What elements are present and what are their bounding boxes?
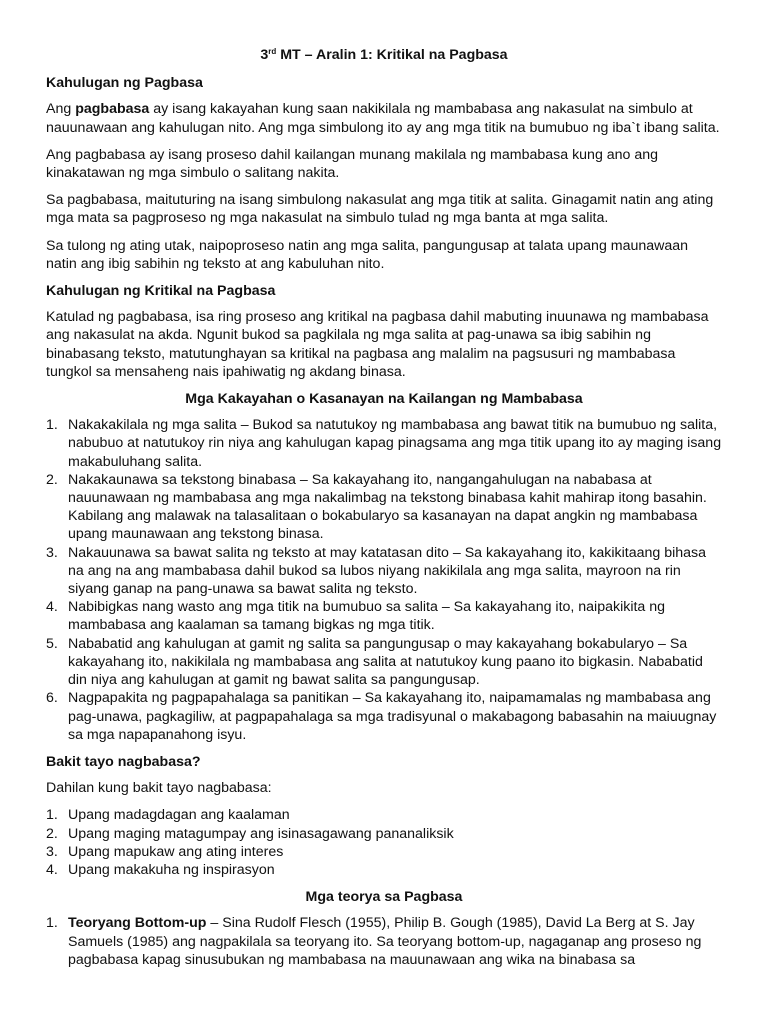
title-number: 3 [260,47,269,63]
heading-kahulugan-ng-pagbasa: Kahulugan ng Pagbasa [46,75,203,92]
list-number: 2. [46,825,58,842]
list-text: Nakakakilala ng mga salita – Bukod sa natutukoy ng mambabasa ang bawat titik na bumubuo ng salita, nabubuo at natutukoy rin niya ang kahulugan kapag pinagsama ang mga titik upang ito ay maging isang makabuluhang salita. [68,417,722,470]
reasons-list [46,806,722,879]
list-item [46,598,722,634]
list-text: Upang mapukaw ang ating interes [68,843,284,860]
list-text: Nakauunawa sa bawat salita ng teksto at may katatasan dito – Sa kakayahang ito, kakikitaang bihasa na ang na ang mambabasa dahil bukod sa lubos niyang nakikilala ang mga salita, mayroon na rin siyang ganap na pang-unawa sa bawat salita ng teksto. [68,544,707,598]
list-number: 2. [46,471,58,488]
list-item [46,544,722,599]
paragraph-rest: ay isang kakayahan kung saan nakikilala ng mambabasa ang nakasulat na simbulo at nauunawaan ang kahulugan nito. Ang mga simbulong ito ay ang mga titik na bumubuo ng iba`t ibang salita. [46,101,720,136]
list-text: Nagpapakita ng pagpapahalaga sa panitikan – Sa kakayahang ito, naipamamalas ng mambabasa ang pag-unawa, pagkagiliw, at pagpapahalaga sa mga tradisyunal o makabagong babasahin na maiuugnay sa mga napapanahong isyu. [68,690,717,743]
heading-kritikal-na-pagbasa: Kahulugan ng Kritikal na Pagbasa [46,283,276,300]
title-superscript: rd [268,47,277,56]
list-item [46,635,722,690]
paragraph-lead: Ang [46,101,76,118]
skills-list [46,416,722,744]
paragraph [46,100,722,136]
theory-name: Teoryang Bottom-up [68,915,207,932]
page-title [46,46,722,64]
heading-mga-teorya: Mga teorya sa Pagbasa [305,889,463,906]
list-number: 3. [46,544,58,561]
paragraph: Sa pagbabasa, maituturing na isang simbulong nakasulat ang mga titik at salita. Ginagamit natin ang ating mga mata sa pagproseso ng mga nakasulat na simbulo tulad ng mga banta at mga salita. [46,192,714,227]
paragraph: Dahilan kung bakit tayo nagbabasa: [46,780,272,797]
list-text: – Sina Rudolf Flesch (1955), Philip B. Gough (1985), David La Berg at S. Jay Samuels (1985) ang nagpakilala sa teoryang ito. Sa teoryang bottom-up, nagaganap ang proseso ng pagbabasa kapag sinusubukan ng mambabasa na mauunawaan ang wika na binabasa sa [68,915,702,968]
list-item [46,689,722,744]
list-text: Nakakaunawa sa tekstong binabasa – Sa kakayahang ito, nangangahulugan na nababasa at nauunawaan ng mambabasa ang mga nakalimbag na tekstong binabasa kahit mahirap itong basahin. Kabilang ang malawak na talasalitaan o bokabularyo sa kasanayan na dapat angkin ng mambabasa upang maunawaan ang tekstong binasa. [68,471,707,543]
theories-list [46,914,722,969]
list-number: 4. [46,599,58,616]
list-item [46,416,722,471]
list-text: Upang maging matagumpay ang isinasagawang pananaliksik [68,825,454,842]
list-text: Nababatid ang kahulugan at gamit ng salita sa pangungusap o may kakayahang bokabularyo – Sa kakayahang ito, nakikilala ng mambabasa ang salita at natutukoy kung paano ito bigkasin. Nababatid din niya ang kahulugan at gamit ng bawat salita sa pangungusap. [68,635,703,689]
list-number: 6. [46,690,58,707]
heading-bakit-tayo-nagbabasa: Bakit tayo nagbabasa? [46,753,201,770]
list-item [46,471,722,544]
paragraph: Katulad ng pagbabasa, isa ring proseso ang kritikal na pagbasa dahil mabuting inuunawa ng mambabasa ang nakasulat na akda. Ngunit bukod sa pagkilala ng mga salita at pag-unawa sa ibig sabihin ng binabasang teksto, matutunghayan sa kritikal na pagbasa ang malalim na pagsusuri ng mambabasa tungkol sa mensaheng nais ipahiwatig ng akdang binasa. [46,309,709,380]
paragraph: Ang pagbabasa ay isang proseso dahil kailangan munang makilala ng mambabasa kung ano ang kinakatawan ng mga simbulo o salitang nakita. [46,146,659,182]
bold-term: pagbabasa [75,101,150,118]
list-item [46,825,722,843]
list-number: 1. [46,915,58,932]
list-number: 1. [46,417,58,434]
list-item [46,861,722,879]
paragraph: Sa tulong ng ating utak, naipoproseso natin ang mga salita, pangungusap at talata upang maunawaan natin ang ibig sabihin ng teksto at ang kabuluhan nito. [46,237,689,272]
list-item [46,843,722,861]
list-number: 4. [46,861,58,878]
list-number: 1. [46,807,58,824]
list-item [46,914,722,969]
list-text: Upang madagdagan ang kaalaman [68,807,290,824]
list-item [46,806,722,824]
list-text: Nabibigkas nang wasto ang mga titik na bumubuo sa salita – Sa kakayahang ito, naipakikita ng mambabasa ang kaalaman sa tamang bigkas ng mga titik. [68,599,666,634]
list-number: 5. [46,635,58,652]
list-number: 3. [46,843,58,860]
title-text: MT – Aralin 1: Kritikal na Pagbasa [276,47,508,63]
list-text: Upang makakuha ng inspirasyon [68,861,275,878]
heading-kakayahan: Mga Kakayahan o Kasanayan na Kailangan ng Mambabasa [185,391,583,408]
